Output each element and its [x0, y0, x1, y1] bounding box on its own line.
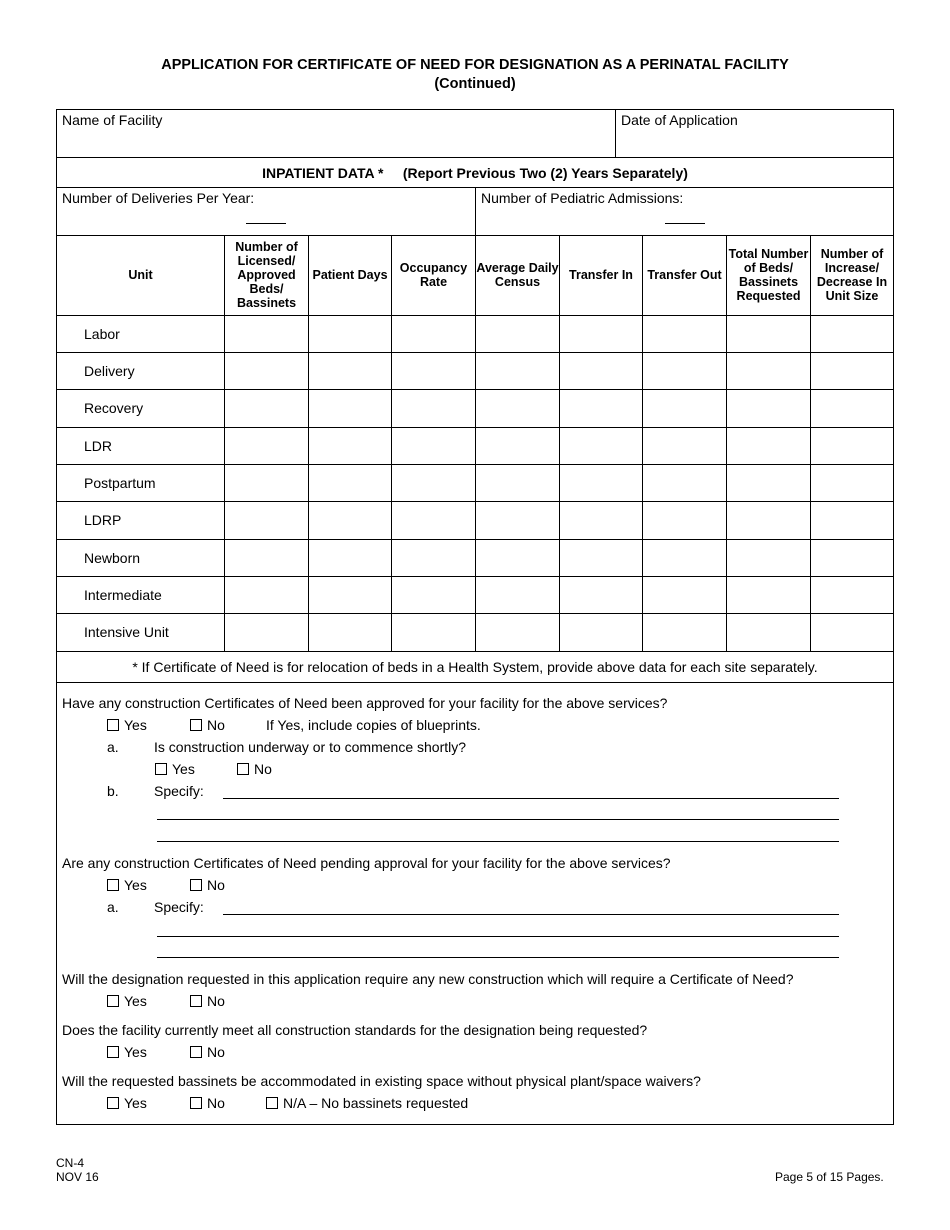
checkbox[interactable]: [107, 719, 119, 731]
page-number: Page 5 of 15 Pages.: [775, 1170, 884, 1184]
col-header-occupancy-rate: Occupancy Rate: [399, 261, 468, 289]
q3-no-option[interactable]: [190, 993, 225, 1009]
q4-no-option[interactable]: [190, 1044, 225, 1060]
divider: [57, 501, 893, 502]
q4-yes-option[interactable]: [107, 1044, 147, 1060]
form-title-line1: APPLICATION FOR CERTIFICATE OF NEED FOR DESIGNATION AS A PERINATAL FACILITY: [161, 57, 789, 73]
table-row-newborn: Newborn: [84, 550, 141, 566]
inpatient-note: (Report Previous Two (2) Years Separately): [402, 165, 688, 181]
q2a-letter: a.: [107, 899, 119, 915]
q5-na-label: N/A – No bassinets requested: [283, 1095, 469, 1111]
q1b-letter: b.: [107, 783, 119, 799]
form-title-line2: (Continued): [434, 76, 516, 92]
checkbox[interactable]: [190, 995, 202, 1007]
q1-specify-line[interactable]: [223, 798, 839, 799]
table-row-postpartum: Postpartum: [84, 475, 156, 491]
q1-hint: If Yes, include copies of blueprints.: [266, 717, 481, 733]
table-row-ldrp: LDRP: [84, 512, 122, 528]
divider: [57, 315, 893, 316]
question-approved-cons: Have any construction Certificates of Need been approved for your facility for the above services?: [62, 695, 668, 711]
table-row-recovery: Recovery: [84, 400, 144, 416]
q5-yes-option[interactable]: [107, 1095, 147, 1111]
col-header-transfer-out: Transfer Out: [647, 268, 722, 282]
q5-yes-label: Yes: [124, 1095, 147, 1111]
checkbox[interactable]: [107, 995, 119, 1007]
checkbox[interactable]: [190, 1046, 202, 1058]
q5-no-label: No: [207, 1095, 225, 1111]
q1-yes-label: Yes: [124, 717, 147, 733]
deliveries-input-line[interactable]: [246, 223, 286, 224]
pediatric-admissions-input-line[interactable]: [665, 223, 705, 224]
col-header-licensed-beds: Number of Licensed/ Approved Beds/ Bassinets: [235, 240, 298, 310]
form-frame: [56, 109, 894, 1125]
facility-name-label: Name of Facility: [62, 112, 163, 128]
q2a-specify-label: Specify:: [154, 899, 204, 915]
q1-no-label: No: [207, 717, 225, 733]
q1a-no-option[interactable]: [237, 761, 272, 777]
q1a-yes-label: Yes: [172, 761, 195, 777]
checkbox[interactable]: [155, 763, 167, 775]
form-id: CN-4: [56, 1156, 85, 1170]
checkbox[interactable]: [107, 1097, 119, 1109]
inpatient-heading: [57, 165, 893, 181]
checkbox[interactable]: [190, 879, 202, 891]
divider: [475, 187, 476, 235]
checkbox[interactable]: [266, 1097, 278, 1109]
q2-specify-line[interactable]: [157, 936, 839, 937]
q2-specify-line[interactable]: [223, 914, 839, 915]
table-row-labor: Labor: [84, 326, 120, 342]
divider: [57, 613, 893, 614]
q1a-yes-option[interactable]: [155, 761, 195, 777]
q2-yes-option[interactable]: [107, 877, 147, 893]
q1-no-option[interactable]: [190, 717, 225, 733]
divider: [57, 352, 893, 353]
question-construction-underway: Is construction underway or to commence shortly?: [154, 739, 467, 755]
table-footnote: * If Certificate of Need is for relocation of beds in a Health System, provide above data for each site separately.: [132, 659, 818, 675]
question-bassinets-space: Will the requested bassinets be accommodated in existing space without physical plant/space waivers?: [62, 1073, 701, 1089]
divider: [57, 464, 893, 465]
q3-yes-label: Yes: [124, 993, 147, 1009]
col-header-patient-days: Patient Days: [312, 268, 388, 282]
date-of-application-label: Date of Application: [621, 112, 738, 128]
divider: [57, 427, 893, 428]
divider: [57, 389, 893, 390]
q1a-no-label: No: [254, 761, 272, 777]
table-row-intensive-unit: Intensive Unit: [84, 624, 169, 640]
q4-no-label: No: [207, 1044, 225, 1060]
question-construction-standards: Does the facility currently meet all construction standards for the designation being requested?: [62, 1022, 648, 1038]
q1a-letter: a.: [107, 739, 119, 755]
date-of-application-field[interactable]: [616, 128, 894, 156]
table-row-intermediate: Intermediate: [84, 587, 162, 603]
col-header-total-beds-requested: Total Number of Beds/ Bassinets Requested: [728, 247, 809, 303]
q5-no-option[interactable]: [190, 1095, 225, 1111]
deliveries-label: Number of Deliveries Per Year:: [62, 190, 255, 206]
q2-no-label: No: [207, 877, 225, 893]
divider: [57, 539, 893, 540]
q1-specify-line[interactable]: [157, 819, 839, 820]
q2-specify-line[interactable]: [157, 957, 839, 958]
table-row-delivery: Delivery: [84, 363, 135, 379]
q2-no-option[interactable]: [190, 877, 225, 893]
checkbox[interactable]: [107, 1046, 119, 1058]
form-revision: NOV 16: [56, 1170, 99, 1184]
form-title: [0, 56, 950, 94]
inpatient-title: INPATIENT DATA *: [262, 165, 384, 181]
divider: [57, 576, 893, 577]
col-header-increase-decrease: Number of Increase/ Decrease In Unit Size: [816, 247, 888, 303]
q1-yes-option[interactable]: [107, 717, 147, 733]
checkbox[interactable]: [190, 719, 202, 731]
divider: [57, 682, 893, 683]
col-header-unit: Unit: [128, 268, 153, 282]
checkbox[interactable]: [107, 879, 119, 891]
facility-name-field[interactable]: [57, 128, 615, 156]
q2-yes-label: Yes: [124, 877, 147, 893]
question-new-construction: Will the designation requested in this application require any new construction which will require a Certificate of Need?: [62, 971, 794, 987]
col-header-transfer-in: Transfer In: [569, 268, 633, 282]
q1b-specify-label: Specify:: [154, 783, 204, 799]
table-row-ldr: LDR: [84, 438, 113, 454]
q3-no-label: No: [207, 993, 225, 1009]
divider: [57, 157, 893, 158]
col-header-average-daily-census: Average Daily Census: [476, 261, 559, 289]
question-pending-cons: Are any construction Certificates of Need pending approval for your facility for the above services?: [62, 855, 671, 871]
checkbox[interactable]: [237, 763, 249, 775]
q3-yes-option[interactable]: [107, 993, 147, 1009]
q1-specify-line[interactable]: [157, 841, 839, 842]
checkbox[interactable]: [190, 1097, 202, 1109]
q4-yes-label: Yes: [124, 1044, 147, 1060]
pediatric-admissions-label: Number of Pediatric Admissions:: [481, 190, 684, 206]
q5-na-option[interactable]: [266, 1095, 468, 1111]
divider: [57, 651, 893, 652]
